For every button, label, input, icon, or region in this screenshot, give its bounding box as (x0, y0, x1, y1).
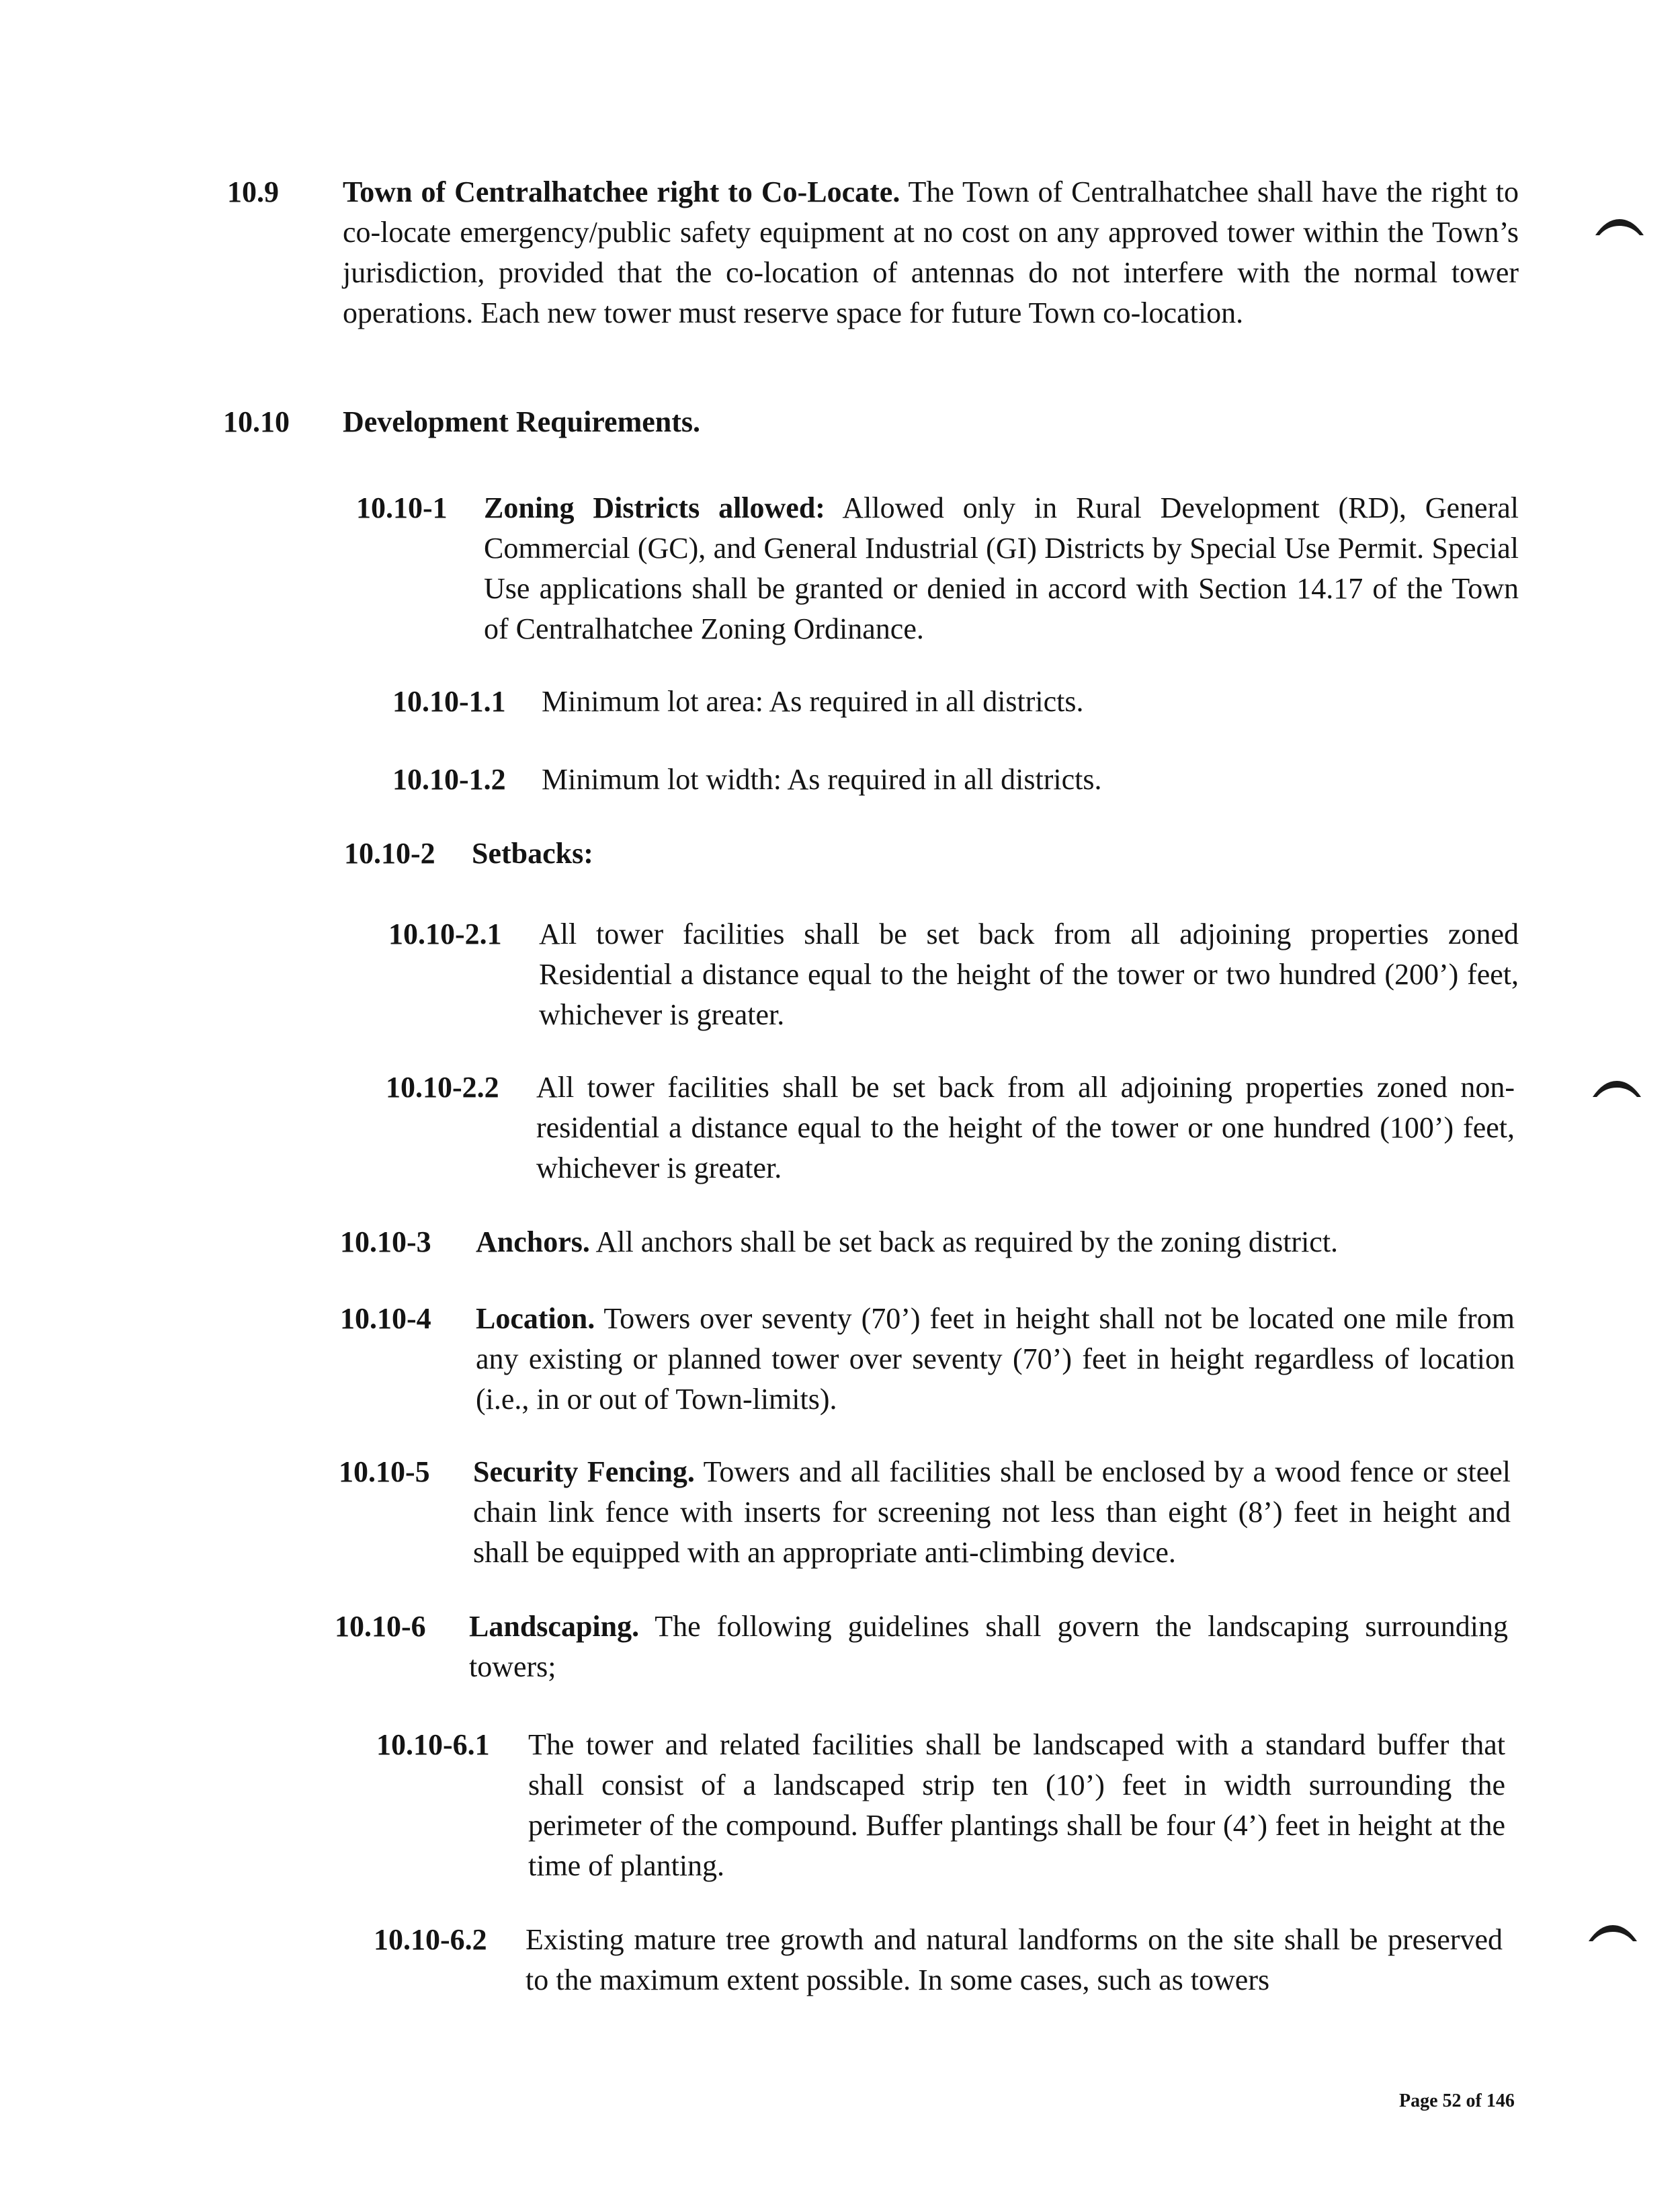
section-text: The following guidelines shall govern the landscaping surrounding towers; (469, 1610, 1508, 1683)
section-text: The Town of Centralhatchee shall have the right to co-locate emergency/public safety equipment at no cost on any approved tower within the Town’s jurisdiction, provided that the co-location of antennas do not interfere with the normal tower operations. Each new tower must reserve space for future Town co-location. (343, 175, 1519, 329)
section-number: 10.10-2.1 (388, 918, 502, 950)
section-body (469, 1607, 1508, 1687)
section-10-10-5 (339, 1452, 1511, 1573)
hole-punch-icon (1586, 1922, 1640, 1943)
section-number: 10.10-6 (335, 1610, 426, 1643)
section-title: Town of Centralhatchee right to Co-Locate. (343, 175, 900, 208)
section-text: Towers over seventy (70’) feet in height shall not be located one mile from any existing or planned tower over seventy (70’) feet in height regardless of location (i.e., in or out of Town-limits). (476, 1302, 1515, 1416)
section-body (528, 1725, 1505, 1886)
section-10-10-1-2 (392, 760, 1519, 800)
hole-punch-icon (1593, 216, 1646, 237)
section-text: All tower facilities shall be set back from all adjoining properties zoned non-residential a distance equal to the height of the tower or one hundred (100’) feet, whichever is greater. (536, 1071, 1515, 1184)
section-text: The tower and related facilities shall be landscaped with a standard buffer that shall consist of a landscaped strip ten (10’) feet in width surrounding the perimeter of the compound. Buffer plantings shall be four (4’) feet in height at the time of planting. (528, 1728, 1505, 1882)
section-number: 10.10-5 (339, 1455, 430, 1488)
section-text: Minimum lot width: As required in all districts. (542, 763, 1102, 796)
section-10-10-3 (340, 1222, 1515, 1262)
section-body (542, 760, 1519, 800)
section-number: 10.10-1 (356, 491, 448, 524)
section-number: 10.10-2 (344, 837, 435, 870)
section-10-10-6 (335, 1607, 1508, 1687)
section-number: 10.10 (223, 405, 290, 438)
section-number: 10.10-6.1 (376, 1728, 490, 1761)
section-text: All anchors shall be set back as required by the zoning district. (595, 1225, 1339, 1258)
section-title: Location. (476, 1302, 595, 1335)
section-title: Setbacks: (472, 837, 593, 870)
section-number: 10.10-3 (340, 1225, 431, 1258)
section-body (536, 1067, 1515, 1188)
section-number: 10.10-1.1 (392, 685, 506, 718)
hole-punch-icon (1590, 1078, 1644, 1098)
section-number: 10.10-4 (340, 1302, 431, 1335)
section-10-10-2-2 (386, 1067, 1515, 1188)
section-text: Allowed only in Rural Development (RD), General Commercial (GC), and General Industrial (GI) Districts by Special Use Permit. Special Use applications shall be granted or denied in accord with Section 14.17 of the Town of Centralhatchee Zoning Ordinance. (484, 491, 1519, 645)
section-10-10-6-1 (376, 1725, 1505, 1886)
section-body (473, 1452, 1511, 1573)
section-number: 10.10-6.2 (374, 1923, 487, 1956)
section-10-10-2-1 (388, 914, 1519, 1035)
section-title: Security Fencing. (473, 1455, 695, 1488)
section-10-10-1-1 (392, 682, 1519, 722)
section-10-9 (227, 172, 1519, 333)
section-title: Anchors. (476, 1225, 590, 1258)
section-text: Towers and all facilities shall be enclosed by a wood fence or steel chain link fence with inserts for screening not less than eight (8’) feet in height and shall be equipped with an appropriate anti-climbing device. (473, 1455, 1511, 1569)
section-body (476, 1299, 1515, 1420)
section-10-10-6-2 (374, 1920, 1503, 2000)
section-body (343, 402, 1519, 442)
section-number: 10.10-1.2 (392, 763, 506, 796)
section-body (472, 834, 1519, 874)
section-body (476, 1222, 1515, 1262)
section-title: Landscaping. (469, 1610, 640, 1643)
section-title: Development Requirements. (343, 405, 700, 438)
section-number: 10.9 (227, 175, 279, 208)
section-10-10-2 (344, 834, 1519, 874)
section-10-10-4 (340, 1299, 1515, 1420)
section-title: Zoning Districts allowed: (484, 491, 825, 524)
section-body (343, 172, 1519, 333)
section-text: Minimum lot area: As required in all districts. (542, 685, 1084, 718)
section-body (526, 1920, 1503, 2000)
section-body (539, 914, 1519, 1035)
section-text: All tower facilities shall be set back from all adjoining properties zoned Residential a distance equal to the height of the tower or two hundred (200’) feet, whichever is greater. (539, 918, 1519, 1031)
section-body (542, 682, 1519, 722)
section-10-10-1 (356, 488, 1519, 649)
section-10-10 (223, 402, 1519, 442)
section-body (484, 488, 1519, 649)
section-text: Existing mature tree growth and natural landforms on the site shall be preserved to the maximum extent possible. In some cases, such as towers (526, 1923, 1503, 1996)
page-number: Page 52 of 146 (1399, 2090, 1515, 2111)
section-number: 10.10-2.2 (386, 1071, 499, 1104)
